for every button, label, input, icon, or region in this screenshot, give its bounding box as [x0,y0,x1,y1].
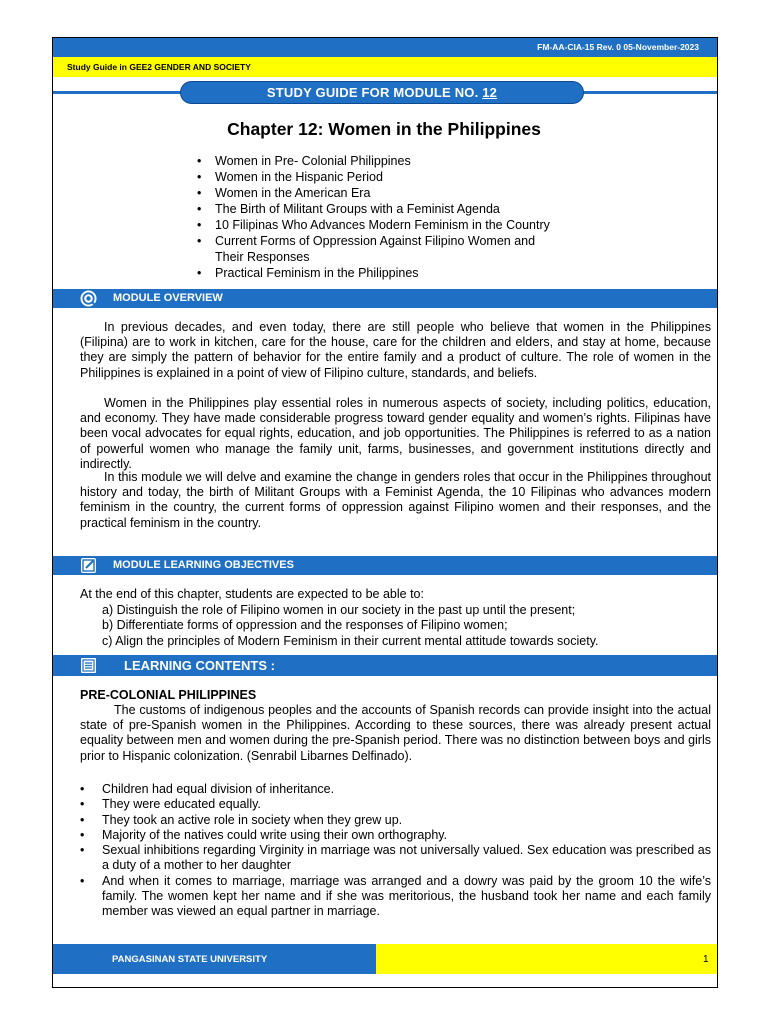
contents-section-bar [53,655,717,676]
form-code: FM-AA-CIA-15 Rev. 0 05-November-2023 [537,42,699,52]
footer-university: PANGASINAN STATE UNIVERSITY [112,954,268,965]
topic-item: • Women in Pre- Colonial Philippines [193,153,693,169]
objectives-heading: MODULE LEARNING OBJECTIVES [113,559,294,571]
objectives-block [80,587,720,649]
overview-section-bar [53,289,717,308]
objectives-intro: At the end of this chapter, students are expected to be able to: [80,587,424,601]
overview-paragraph: In this module we will delve and examine the change in genders roles that occur in the Philippines throughout history and today, the birth of Militant Groups with a Feminist Agenda, the 10 Filipinas who advances modern feminism in the country, the current forms of oppression against Filipino women and their responses, and the practical feminism in the country. [80,470,711,530]
topic-item: • Women in the American Era [193,185,693,201]
content-bullet: • Sexual inhibitions regarding Virginity in marriage was not universally valued. Sex education was prescribed as a duty of a mother to her daughter [80,843,711,874]
study-guide-course: Study Guide in GEE2 GENDER AND SOCIETY [67,62,251,72]
content-bullet: • Majority of the natives could write using their own orthography. [80,828,711,843]
content-bullet: • And when it comes to marriage, marriage was arranged and a dowry was paid by the groom 10 the wife’s family. The women kept her name and if she was meritorious, the husband took her name and each family member was viewed an equal partner in marriage. [80,874,711,920]
content-bullet: • They took an active role in society when they grew up. [80,813,711,828]
content-paragraph: The customs of indigenous peoples and the accounts of Spanish records can provide insight into the actual state of pre-Spanish women in the Philippines. According to these sources, there was already present actual equality between men and women during the pre-Spanish period. There was no distinction between boys and girls prior to Hispanic colonization. (Senrabil Libarnes Delfinado). [80,703,711,763]
topic-item: • 10 Filipinas Who Advances Modern Feminism in the Country [193,217,693,233]
book-list-icon [80,657,97,674]
contents-heading: LEARNING CONTENTS : [124,658,275,673]
module-title-prefix: STUDY GUIDE FOR MODULE NO. [266,85,483,100]
objective-item: a) Distinguish the role of Filipino women in our society in the past up until the present; [102,602,576,617]
chapter-topics-list [193,153,693,281]
content-bullet: • Children had equal division of inheritance. [80,782,711,797]
footer-yellow-bar [376,944,717,974]
content-bullet: • They were educated equally. [80,797,711,812]
topic-item: • Current Forms of Oppression Against Filipino Women and Their Responses [193,233,693,265]
objective-item: b) Differentiate forms of oppression and the responses of Filipino women; [102,618,508,632]
objectives-section-bar [53,556,717,575]
content-subheading: PRE-COLONIAL PHILIPPINES [80,688,257,702]
content-bullet-list [80,782,711,920]
overview-paragraph: In previous decades, and even today, there are still people who believe that women in the Philippines (Filipina) are to work in kitchen, care for the house, care for the children and elders, and stay at home, because they are simply the pattern of behavior for the entire family and a product of culture. The role of women in the Philippines is explained in a point of view of Filipino culture, standards, and beliefs. [80,320,711,380]
topic-item: • Practical Feminism in the Philippines [193,265,693,281]
topic-item: • Women in the Hispanic Period [193,169,693,185]
magnifier-gear-icon [80,290,97,307]
objective-item: c) Align the principles of Modern Feminism in their current mental attitude towards society. [102,633,599,648]
chapter-title: Chapter 12: Women in the Philippines [227,119,541,139]
edit-note-icon [80,557,97,574]
overview-heading: MODULE OVERVIEW [113,292,223,304]
overview-paragraph: Women in the Philippines play essential roles in numerous aspects of society, including politics, education, and economy. They have made considerable progress toward gender equality and women’s rights. Filipinas have been vocal advocates for equal rights, education, and job opportunities. The Philippines is referred to as a nation of powerful women who manage the family unit, farms, businesses, and government institutions directly and indirectly. [80,396,711,471]
module-title-banner [180,81,584,104]
page-number: 1 [703,954,709,965]
module-number: 12 [482,85,498,100]
topic-item: • The Birth of Militant Groups with a Feminist Agenda [193,201,693,217]
